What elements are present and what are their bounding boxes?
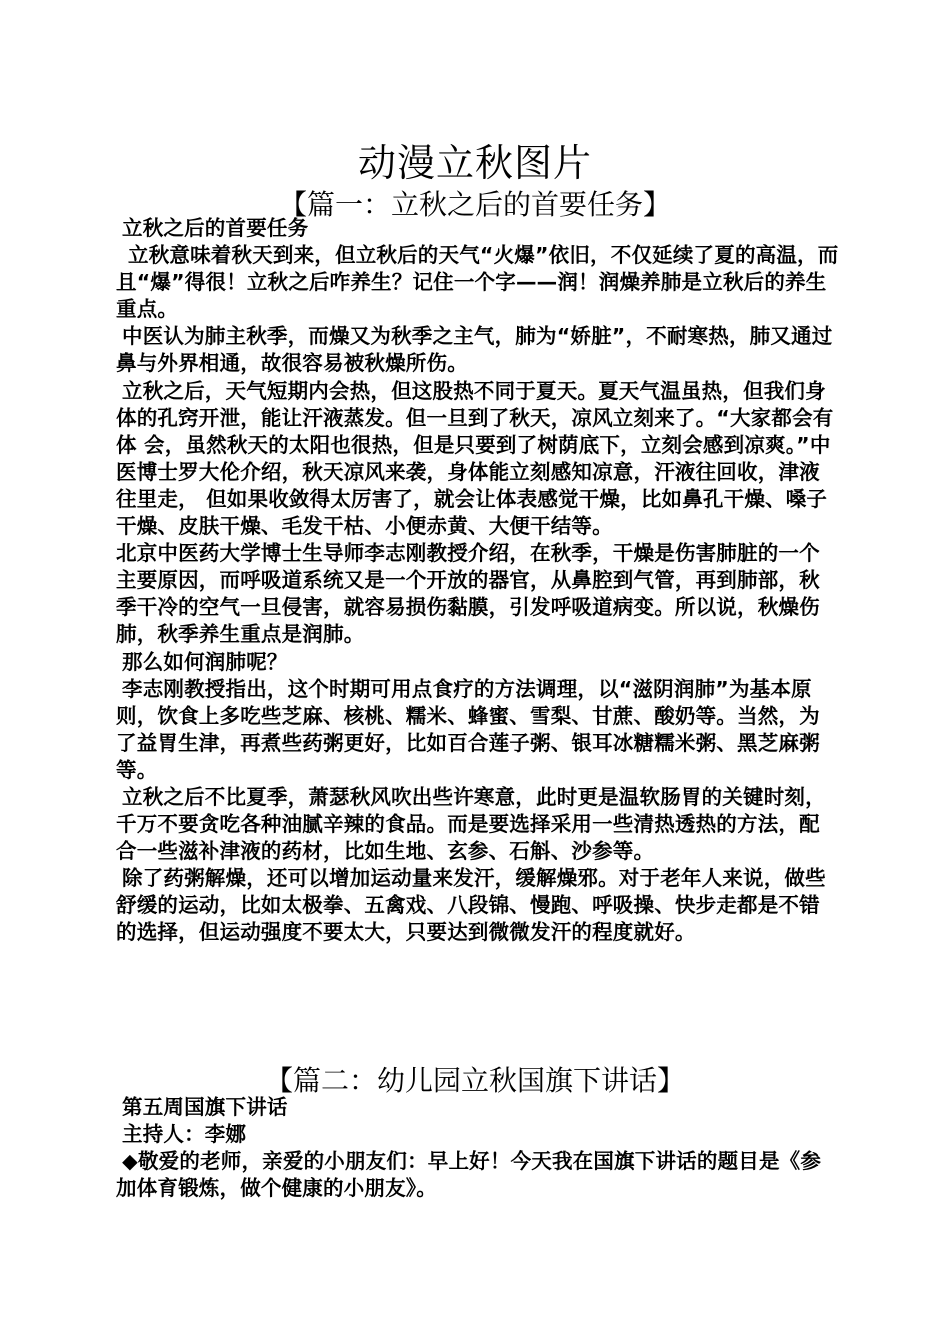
section1-paragraph: 除了药粥解燥，还可以增加运动量来发汗，缓解燥邪。对于老年人来说，做些舒缓的运动，比如太极拳、五禽戏、八段锦、慢跑、呼吸操、快步走都是不错的选择，但运动强度不要太大，只要达到微微发汗的程度就好。 bbox=[116, 866, 826, 945]
section1-paragraph: 中医认为肺主秋季，而燥又为秋季之主气，肺为“娇脏”，不耐寒热，肺又通过鼻与外界相通，故很容易被秋燥所伤。 bbox=[116, 324, 833, 376]
section1-heading: 【篇一：立秋之后的首要任务】 bbox=[278, 188, 671, 222]
section1-paragraph: 北京中医药大学博士生导师李志刚教授介绍，在秋季，干燥是伤害肺脏的一个主要原因，而呼吸道系统又是一个开放的器官，从鼻腔到气管，再到肺部，秋季干冷的空气一旦侵害，就容易损伤黏膜，引发呼吸道病变。所以说，秋燥伤肺，秋季养生重点是润肺。 bbox=[116, 541, 820, 647]
section1-question: 那么如何润肺呢？ bbox=[122, 649, 288, 674]
section2-host-line: 主持人：李娜 bbox=[122, 1122, 247, 1147]
section2-body bbox=[116, 1094, 840, 1202]
section2-subheading: 第五周国旗下讲话 bbox=[122, 1095, 288, 1119]
section2-paragraph: ◆敬爱的老师，亲爱的小朋友们：早上好！今天我在国旗下讲话的题目是《参加体育锻炼，做个健康的小朋友》。 bbox=[116, 1149, 822, 1201]
section1-paragraph: 李志刚教授指出，这个时期可用点食疗的方法调理，以“滋阴润肺”为基本原则，饮食上多吃些芝麻、核桃、糯米、蜂蜜、雪梨、甘蔗、酸奶等。当然，为了益胃生津，再煮些药粥更好，比如百合莲子粥、银耳冰糖糯米粥、黑芝麻粥等。 bbox=[116, 676, 820, 782]
section1-paragraph: 立秋之后，天气短期内会热，但这股热不同于夏天。夏天气温虽热，但我们身体的孔窍开泄，能让汗液蒸发。但一旦到了秋天，凉风立刻来了。“大家都会有体 会，虽然秋天的太阳也很热，但是只要到了树荫底下，立刻会感到凉爽。”中医博士罗大伦介绍，秋天凉风来袭，身体能立刻感知凉意，汗液往回收，津液往里走， 但如果收敛得太厉害了，就会让体表感觉干燥，比如鼻孔干燥、嗓子干燥、皮肤干燥、毛发干枯、小便赤黄、大便干结等。 bbox=[116, 378, 834, 539]
section1-paragraph: 立秋之后不比夏季，萧瑟秋风吹出些许寒意，此时更是温软肠胃的关键时刻，千万不要贪吃各种油腻辛辣的食品。而是要选择采用一些清热透热的方法，配合一些滋补津液的药材，比如生地、玄参、石斛、沙参等。 bbox=[116, 784, 826, 864]
section1-body bbox=[116, 215, 840, 947]
document-title: 动漫立秋图片 bbox=[357, 141, 592, 186]
section1-subheading: 立秋之后的首要任务 bbox=[122, 216, 309, 240]
section1-paragraph: 立秋意味着秋天到来，但立秋后的天气“火爆”依旧，不仅延续了夏的高温，而且“爆”得很！立秋之后咋养生？记住一个字——润！润燥养肺是立秋后的养生重点。 bbox=[116, 243, 839, 322]
section2-heading: 【篇二：幼儿园立秋国旗下讲话】 bbox=[264, 1064, 685, 1098]
